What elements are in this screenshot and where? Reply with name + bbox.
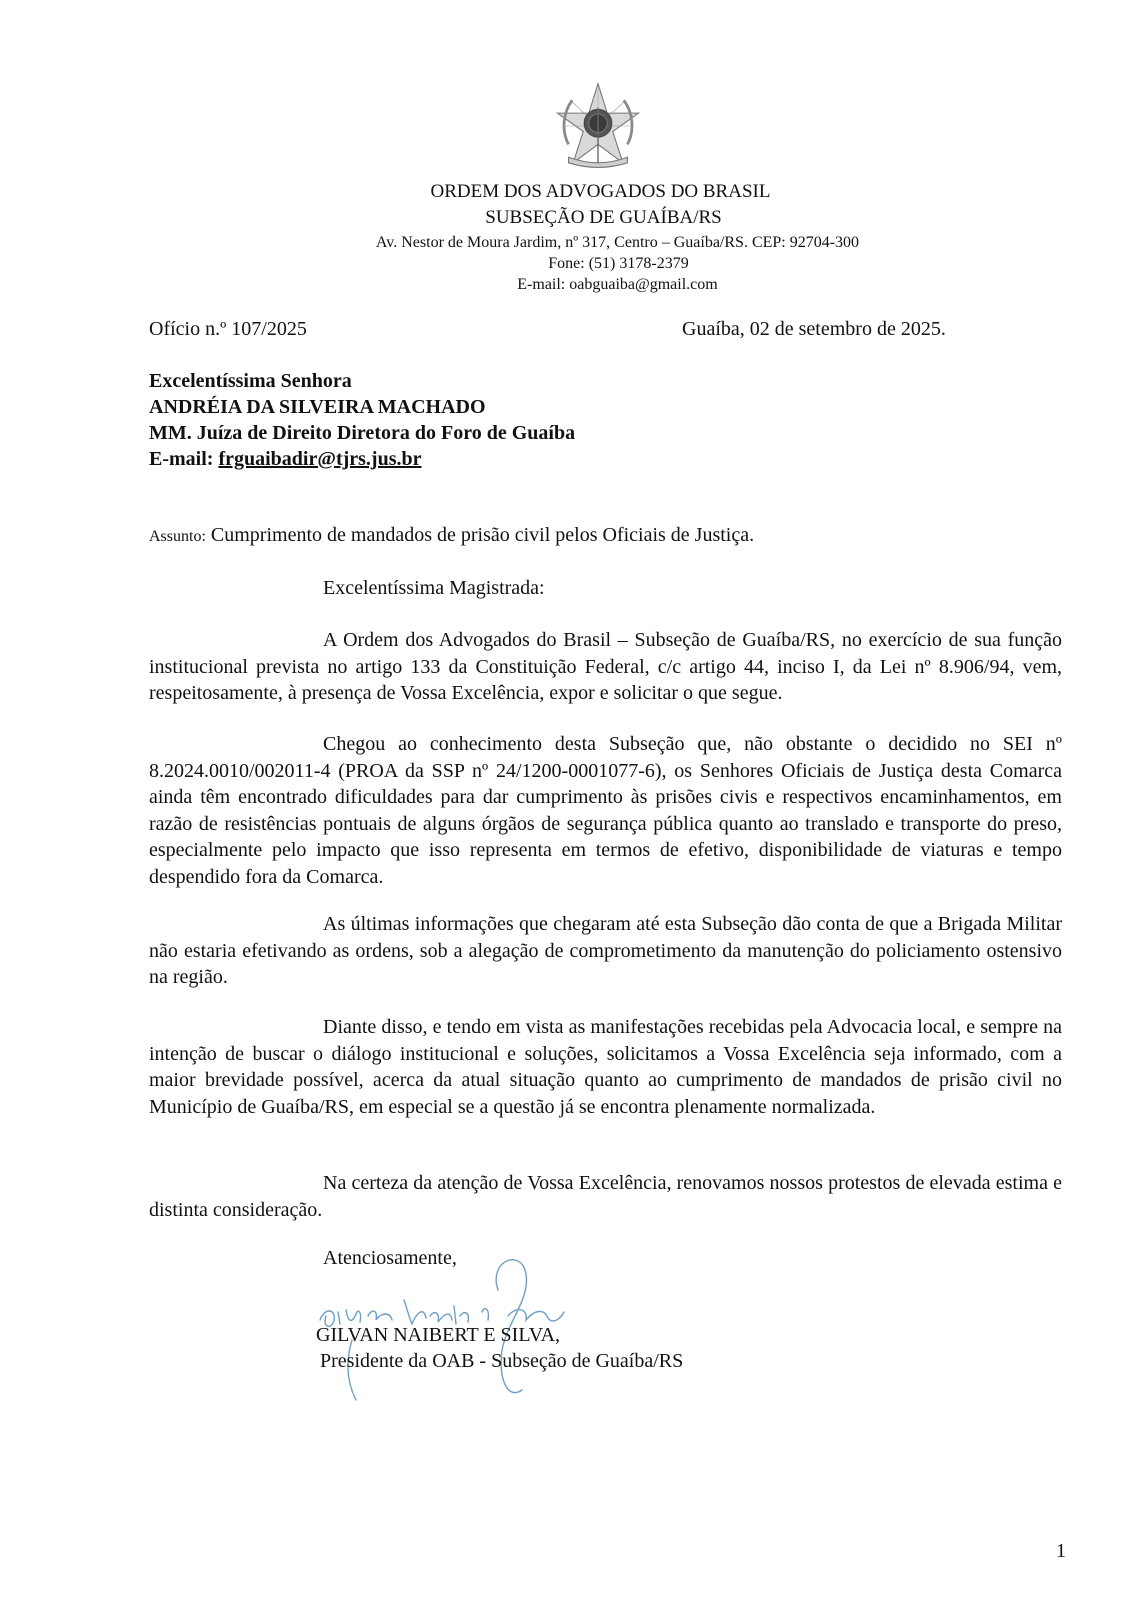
brazil-coat-of-arms-icon: [552, 80, 644, 172]
body-paragraph-3: As últimas informações que chegaram até esta Subseção dão conta de que a Brigada Militar não estaria efetivando as ordens, sob a alegação de comprometimento da manutenção do policiamento ostensivo na região.: [149, 913, 1062, 988]
header-address: Av. Nestor de Moura Jardim, nº 317, Centro – Guaíba/RS. CEP: 92704-300: [375, 234, 860, 251]
page-number: 1: [1056, 1540, 1066, 1562]
body-paragraph-4: Diante disso, e tendo em vista as manifestações recebidas pela Advocacia local, e sempre na intenção de buscar o diálogo institucional e soluções, solicitamos a Vossa Excelência seja informado, com a maior brevidade possível, acerca da atual situação quanto ao cumprimento de mandados de prisão civil no Município de Guaíba/RS, em especial se a questão já se encontra plenamente normalizada.: [149, 1016, 1062, 1118]
header-organization: ORDEM DOS ADVOGADOS DO BRASIL: [430, 181, 771, 202]
recipient-email-label: E-mail:: [149, 448, 214, 470]
subject-text: Cumprimento de mandados de prisão civil pelos Oficiais de Justiça.: [210, 524, 755, 546]
signer-name: GILVAN NAIBERT E SILVA,: [316, 1324, 561, 1346]
signer-title: Presidente da OAB - Subseção de Guaíba/RS: [320, 1350, 684, 1372]
subject-label: Assunto:: [149, 528, 206, 545]
body-paragraph-5: Na certeza da atenção de Vossa Excelência, renovamos nossos protestos de elevada estima e distinta consideração.: [149, 1172, 1062, 1221]
recipient-salutation: Excelentíssima Senhora: [149, 370, 352, 392]
subject-line: [149, 524, 754, 547]
header-email: E-mail: oabguaiba@gmail.com: [517, 276, 718, 293]
office-number: Ofício n.º 107/2025: [149, 318, 307, 340]
recipient-role: MM. Juíza de Direito Diretora do Foro de Guaíba: [149, 422, 576, 444]
recipient-email-link[interactable]: frguaibadir@tjrs.jus.br: [218, 448, 422, 470]
greeting: Excelentíssima Magistrada:: [323, 577, 545, 599]
body-paragraph-1: A Ordem dos Advogados do Brasil – Subseção de Guaíba/RS, no exercício de sua função institucional prevista no artigo 133 da Constituição Federal, c/c artigo 44, inciso I, da Lei nº 8.906/94, vem, respeitosamente, à presença de Vossa Excelência, expor e solicitar o que segue.: [149, 629, 1062, 704]
header-phone: Fone: (51) 3178-2379: [548, 255, 689, 272]
closing: Atenciosamente,: [323, 1247, 457, 1269]
header-subsection: SUBSEÇÃO DE GUAÍBA/RS: [485, 207, 722, 228]
recipient-name: ANDRÉIA DA SILVEIRA MACHADO: [149, 396, 486, 418]
body-paragraph-2: Chegou ao conhecimento desta Subseção que, não obstante o decidido no SEI nº 8.2024.0010/002011-4 (PROA da SSP nº 24/1200-0001077-6), os Senhores Oficiais de Justiça desta Comarca ainda têm encontrado dificuldades para dar cumprimento às prisões civis e respectivos encaminhamentos, em razão de resistências pontuais de alguns órgãos de segurança pública quanto ao translado e transporte do preso, especialmente pelo impacto que isso representa em termos de efetivo, disponibilidade de viaturas e tempo despendido fora da Comarca.: [149, 733, 1062, 888]
recipient-email-line: [149, 448, 421, 471]
place-date: Guaíba, 02 de setembro de 2025.: [682, 318, 946, 340]
